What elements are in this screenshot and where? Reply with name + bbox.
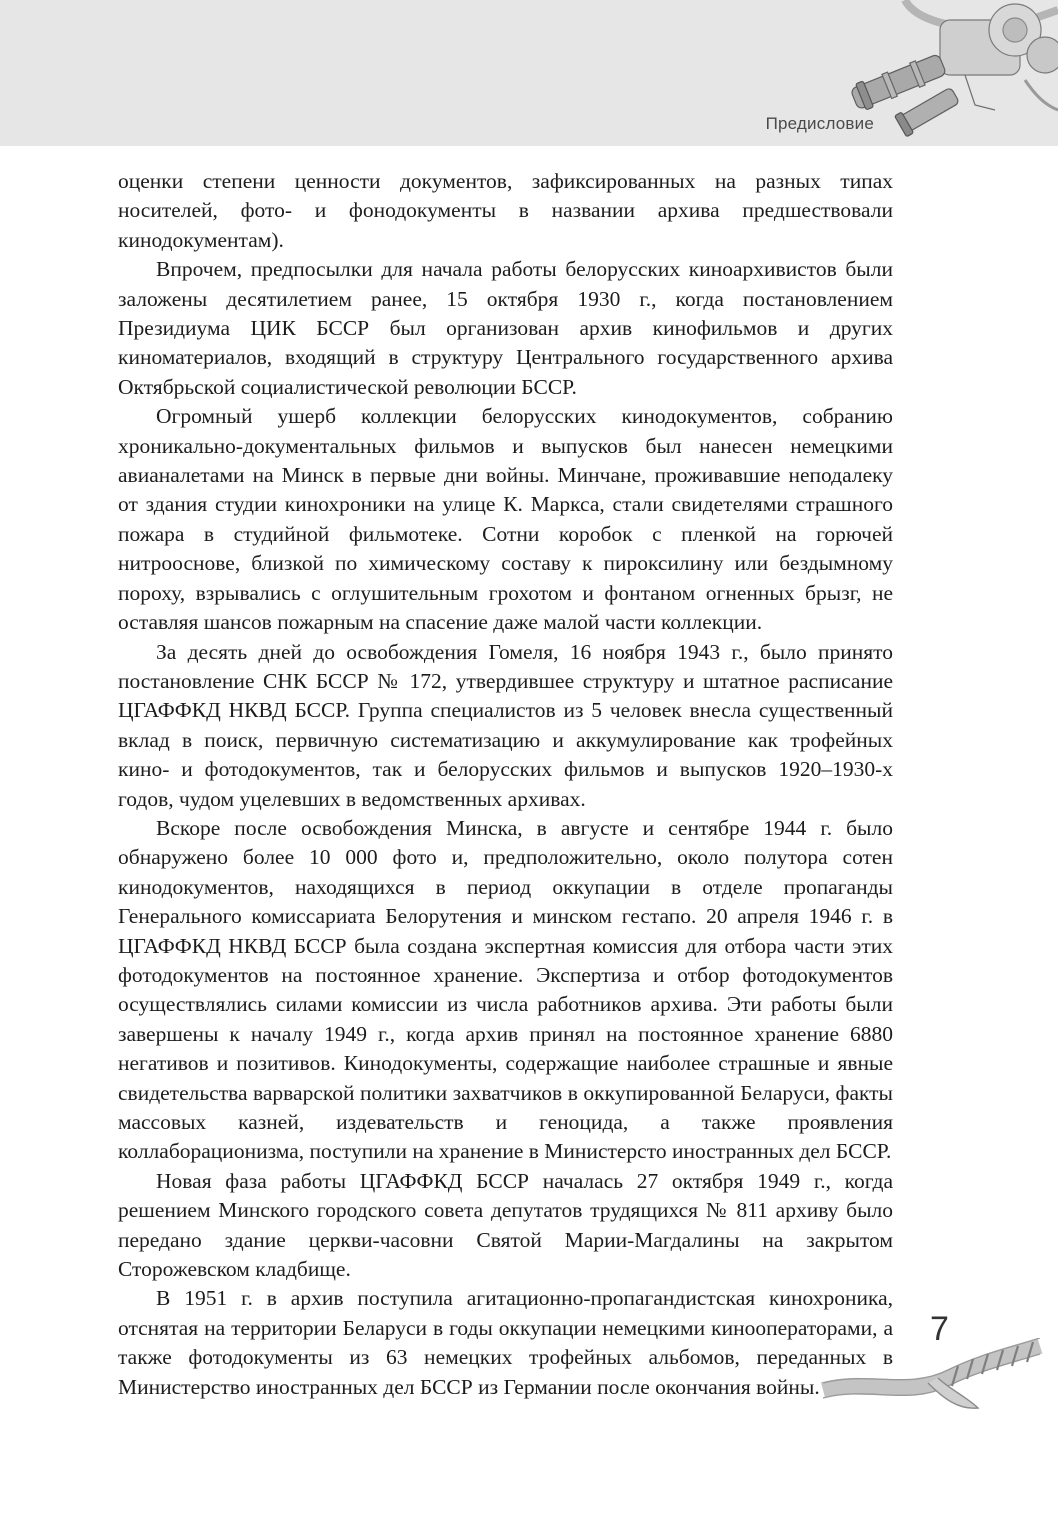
movie-camera-icon (845, 0, 1058, 140)
body-text (118, 167, 893, 1402)
paragraph: Огромный ушерб коллекции белорусских кинодокументов, собранию хроникально-документальных фильмов и выпусков был нанесен немецкими авианалетами на Минск в первые дни войны. Минчане, проживавшие неподалеку от здания студии кинохроники на улице К. Маркса, стали свидетелями страшного пожара в студийной фильмотеке. Сотни коробок с пленкой на горючей нитрооснове, близкой по химическому составу к пироксилину или бездымному пороху, взрывались с оглушительным грохотом и фонтаном огненных брызг, не оставляя шансов пожарным на спасение даже малой части коллекции. (118, 404, 893, 635)
page-number: 7 (930, 1310, 949, 1348)
running-head: Предисловие (765, 114, 874, 133)
paragraph: Новая фаза работы ЦГАФФКД БССР началась 27 октября 1949 г., когда решением Минского городского совета депутатов трудящихся № 811 архиву было передано здание церкви-часовни Святой Марии-Магдалины на закрытом Сторожевском кладбище. (118, 1168, 893, 1282)
filmstrip-icon (818, 1338, 1043, 1418)
paragraph: оценки степени ценности документов, зафиксированных на разных типах носителей, фото- и фонодокументы в названии архива предшествовали кинодокументам). (118, 169, 893, 252)
paragraph: В 1951 г. в архив поступила агитационно-пропагандистская кинохроника, отснятая на территории Беларуси в годы оккупации немецкими кинооператорами, а также фотодокументы из 63 немецких трофейных альбомов, переданных в Министерство иностранных дел БССР из Германии после окончания войны. (118, 1286, 893, 1399)
paragraph: Вскоре после освобождения Минска, в августе и сентябре 1944 г. было обнаружено более 10 000 фото и, предположительно, около полутора сотен кинодокументов, находящихся в период оккупации в отделе пропаганды Генерального комиссариата Белорутения и минском гестапо. 20 апреля 1946 г. в ЦГАФФКД НКВД БССР была создана экспертная комиссия для отбора части этих фотодокументов на постоянное хранение. Экспертиза и отбор фотодокументов осуществлялись силами комиссии из числа работников архива. Эти работы были завершены к началу 1949 г., когда архив принял на постоянное хранение 6880 негативов и позитивов. Кинодокументы, содержащие наиболее страшные и явные свидетельства варварской политики захватчиков в оккупированной Беларуси, факты массовых казней, издевательств и геноцида, а также проявления коллаборационизма, поступили на хранение в Министерсто иностранных дел БССР. (118, 815, 893, 1164)
paragraph: Впрочем, предпосылки для начала работы белорусских киноархивистов были заложены десятилетием ранее, 15 октября 1930 г., когда постановлением Президиума ЦИК БССР был организован архив кинофильмов и других киноматериалов, входящий в структуру Центрального государственного архива Октябрьской социалистической революции БССР. (118, 257, 893, 399)
paragraph: За десять дней до освобождения Гомеля, 16 ноября 1943 г., было принято постановление СНК БССР № 172, утвердившее структуру и штатное расписание ЦГАФФКД НКВД БССР. Группа специалистов из 5 человек внесла существенный вклад в поиск, первичную систематизацию и аккумулирование как трофейных кино- и фотодокументов, так и белорусских фильмов и выпусков 1920–1930-х годов, чудом уцелевших в ведомственных архивах. (118, 639, 893, 811)
